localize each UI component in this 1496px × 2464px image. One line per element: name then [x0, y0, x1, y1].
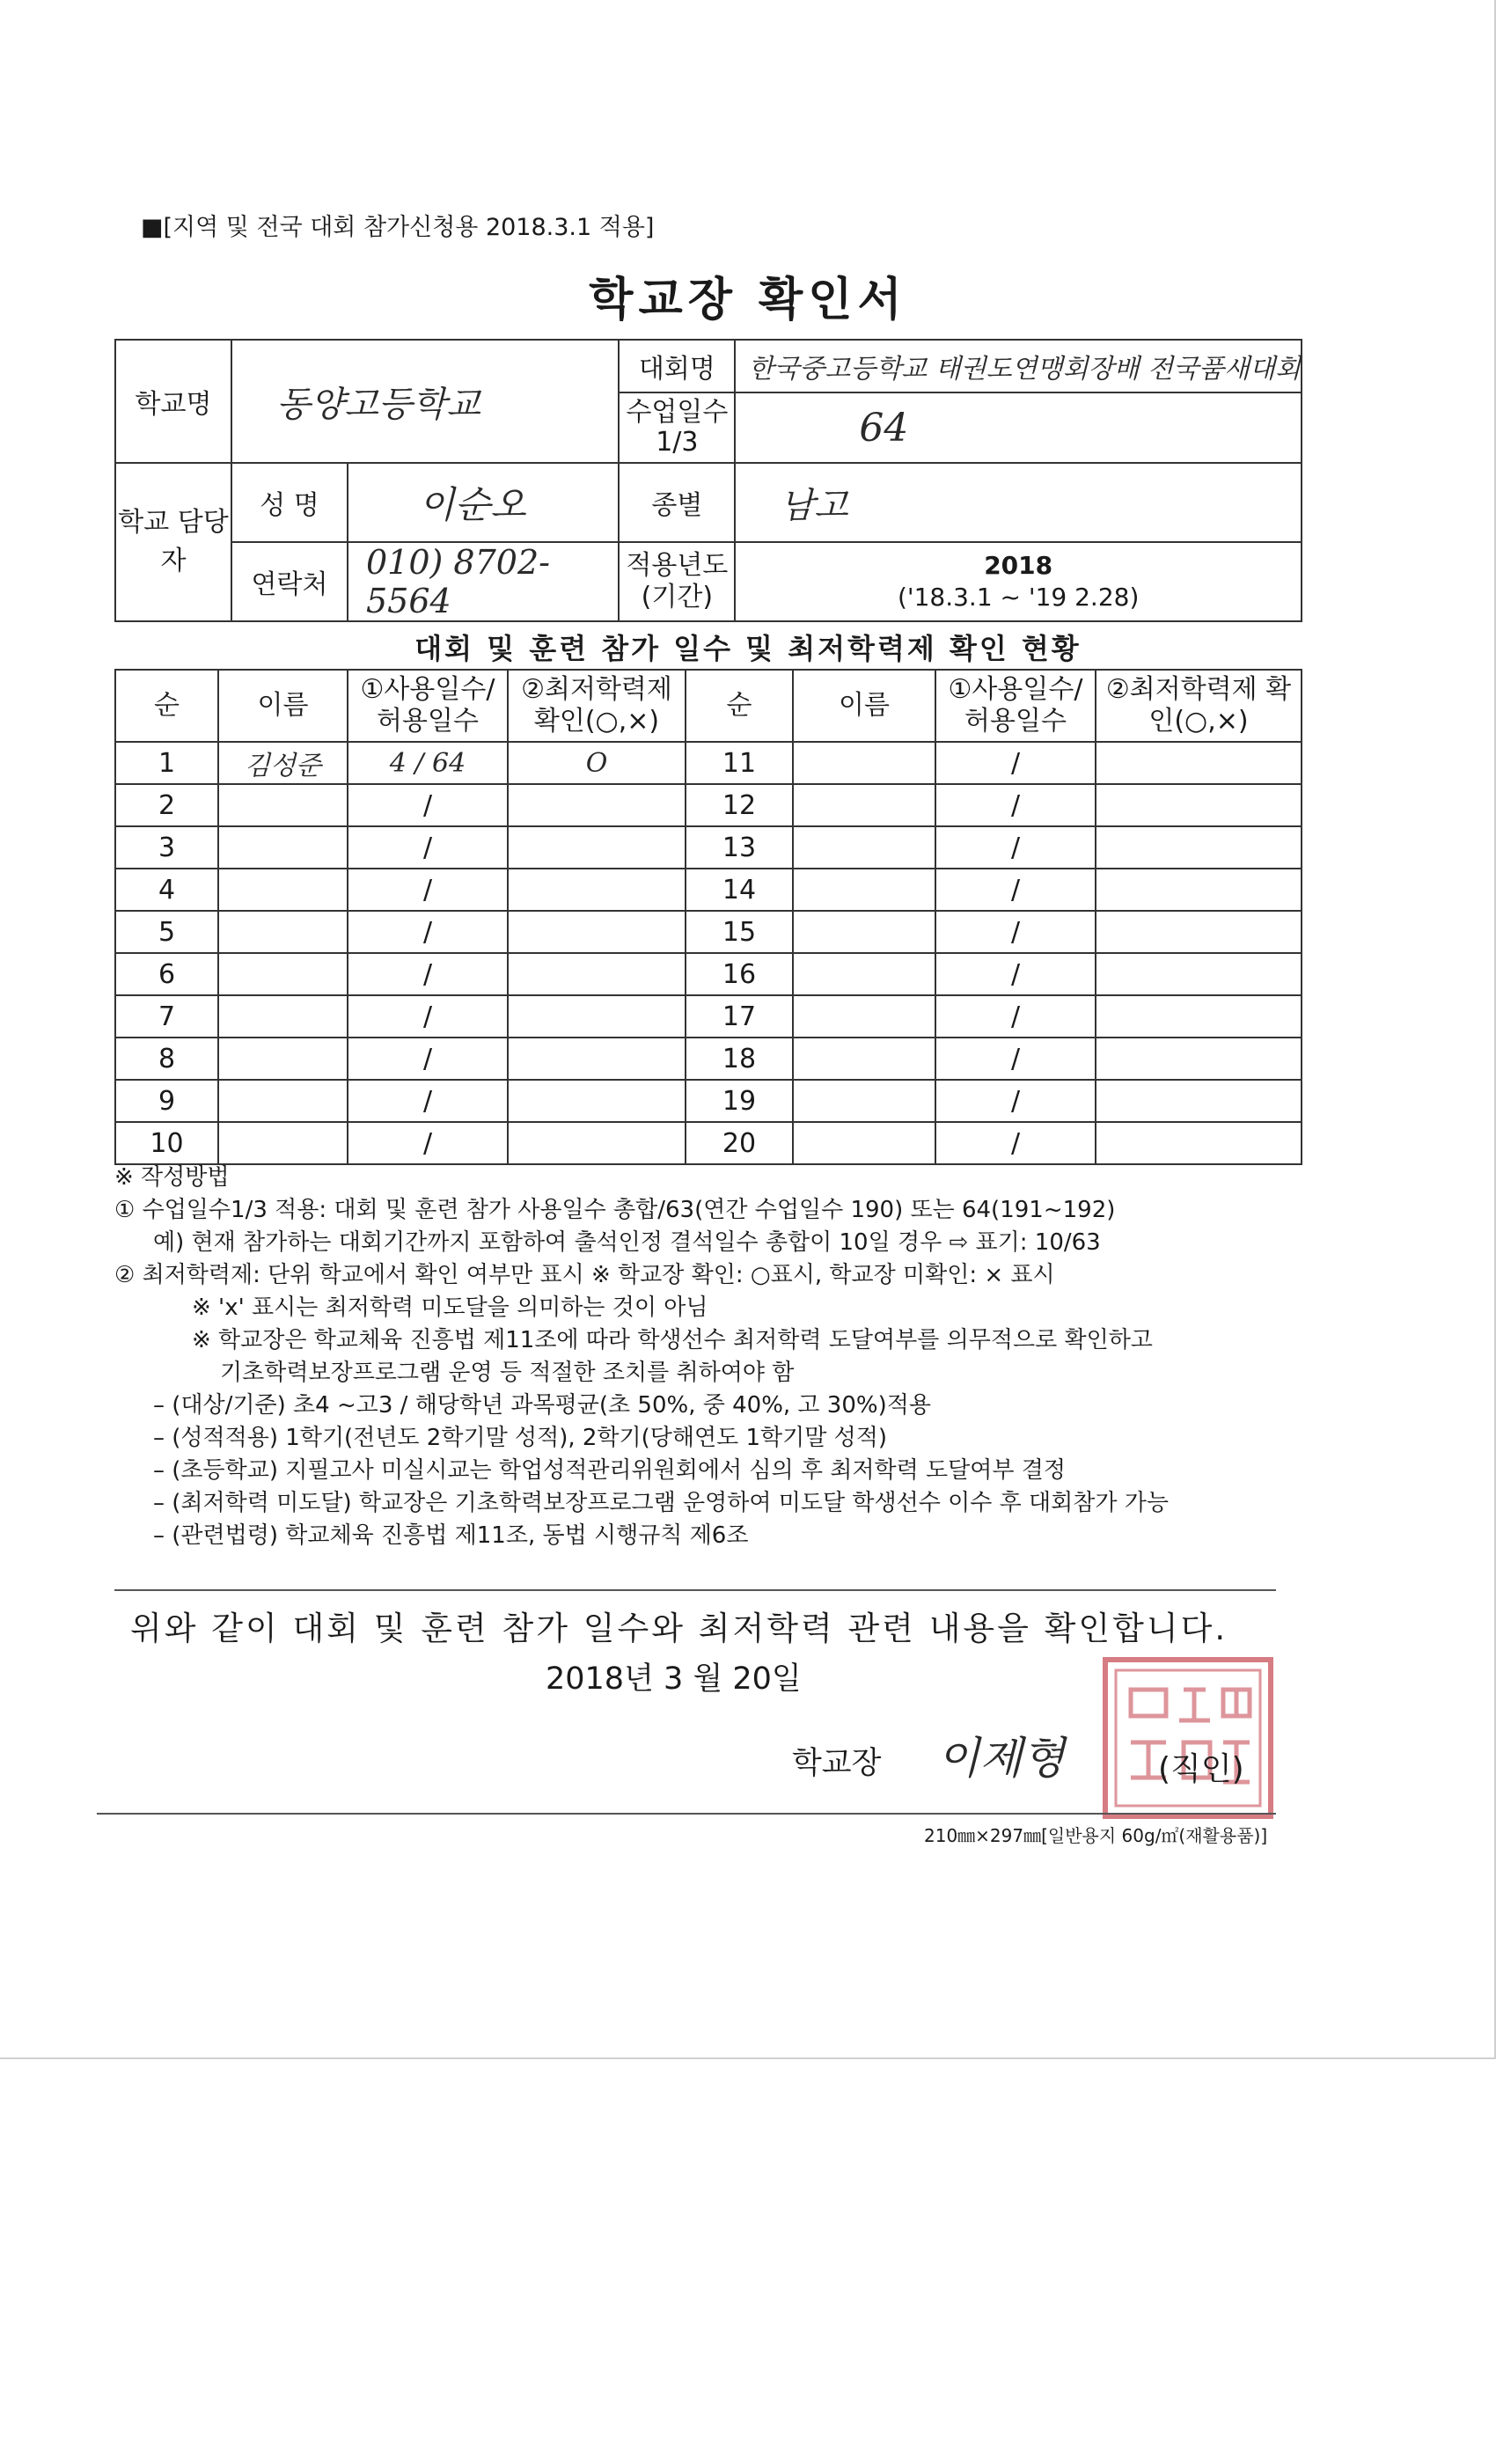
row-days: /	[935, 1038, 1096, 1080]
row-academic	[508, 784, 686, 826]
class-days-value: 64	[735, 392, 1302, 463]
info-table	[114, 339, 1302, 622]
instructions	[114, 1162, 1329, 1552]
document-date: 2018년 3 월 20일	[546, 1661, 802, 1697]
table-row	[115, 826, 1302, 869]
table-row	[115, 911, 1302, 953]
col-academic-header: ②최저학력제 확인(○,×)	[508, 670, 686, 742]
row-num: 12	[686, 784, 793, 826]
row-num: 14	[686, 869, 793, 911]
table-row	[115, 869, 1302, 911]
row-name	[793, 995, 935, 1038]
row-num: 16	[686, 953, 793, 995]
row-name	[218, 953, 348, 995]
row-name	[218, 784, 348, 826]
row-num: 6	[115, 953, 218, 995]
name-value: 이순오	[348, 463, 619, 542]
row-name: 김성준	[218, 742, 348, 784]
row-name	[218, 1122, 348, 1164]
detail-2: – (성적적용) 1학기(전년도 2학기말 성적), 2학기(당해연도 1학기말 성적)	[153, 1425, 888, 1451]
row-days: /	[348, 869, 508, 911]
row-days: /	[348, 826, 508, 869]
year-period: ('18.3.1 ~ '19 2.28)	[897, 583, 1140, 612]
table-header-row	[115, 670, 1302, 742]
table-row	[115, 784, 1302, 826]
row-num: 9	[115, 1080, 218, 1122]
row-name	[218, 1038, 348, 1080]
year-value: 2018	[984, 551, 1053, 580]
row-num: 2	[115, 784, 218, 826]
category-value: 남고	[735, 463, 1302, 542]
row-academic	[1096, 995, 1302, 1038]
category-label: 종별	[619, 463, 735, 542]
seal-label: (직인)	[1158, 1751, 1244, 1787]
document-title: 학교장 확인서	[589, 274, 907, 326]
participation-table	[114, 669, 1302, 1165]
col-num-header-2: 순	[686, 670, 793, 742]
col-num-header: 순	[115, 670, 218, 742]
row-academic	[1096, 953, 1302, 995]
divider-line	[114, 1589, 1276, 1591]
row-academic	[1096, 742, 1302, 784]
row-name	[793, 742, 935, 784]
school-name-value: 동양고등학교	[231, 340, 619, 463]
row-name	[793, 911, 935, 953]
paper-spec: 210㎜×297㎜[일반용지 60g/㎡(재활용품)]	[924, 1825, 1268, 1846]
confirmation-text: 위와 같이 대회 및 훈련 참가 일수와 최저학력 관련 내용을 확인합니다.	[130, 1610, 1228, 1647]
note-4a: ※ 학교장은 학교체육 진흥법 제11조에 따라 학생선수 최저학력 도달여부를 의무적으로 확인하고	[192, 1327, 1153, 1353]
row-academic	[508, 1122, 686, 1164]
row-days: /	[935, 826, 1096, 869]
row-days: /	[935, 1080, 1096, 1122]
row-academic	[1096, 911, 1302, 953]
row-num: 5	[115, 911, 218, 953]
row-num: 17	[686, 995, 793, 1038]
row-num: 8	[115, 1038, 218, 1080]
row-academic	[1096, 869, 1302, 911]
note-3: ※ 'x' 표시는 최저학력 미도달을 의미하는 것이 아님	[192, 1294, 708, 1321]
row-academic	[508, 1080, 686, 1122]
row-name	[793, 1080, 935, 1122]
row-academic	[1096, 826, 1302, 869]
note-1a: ① 수업일수1/3 적용: 대회 및 훈련 참가 사용일수 총합/63(연간 수업일수 190) 또는 64(191~192)	[114, 1197, 1116, 1223]
row-name	[218, 826, 348, 869]
table-row	[115, 1080, 1302, 1122]
contest-name-label: 대회명	[619, 340, 735, 392]
contact-value: 010) 8702-5564	[348, 542, 619, 621]
table-row	[115, 953, 1302, 995]
row-name	[793, 869, 935, 911]
row-num: 19	[686, 1080, 793, 1122]
section-title: 대회 및 훈련 참가 일수 및 최저학력제 확인 현황	[414, 632, 1082, 665]
row-days: /	[935, 869, 1096, 911]
table-row	[115, 1038, 1302, 1080]
class-days-label: 수업일수 1/3	[619, 392, 735, 463]
row-name	[793, 953, 935, 995]
row-days: /	[348, 1122, 508, 1164]
row-num: 20	[686, 1122, 793, 1164]
col-name-header-2: 이름	[793, 670, 935, 742]
detail-4: – (최저학력 미도달) 학교장은 기초학력보장프로그램 운영하여 미도달 학생선수 이수 후 대회참가 가능	[153, 1490, 1169, 1516]
table-row	[115, 1122, 1302, 1164]
row-days: /	[348, 995, 508, 1038]
row-days: /	[348, 1080, 508, 1122]
detail-5: – (관련법령) 학교체육 진흥법 제11조, 동법 시행규칙 제6조	[153, 1522, 749, 1549]
row-academic	[1096, 1122, 1302, 1164]
row-num: 7	[115, 995, 218, 1038]
note-1b: 예) 현재 참가하는 대회기간까지 포함하여 출석인정 결석일수 총합이 10일 경우 ⇨ 표기: 10/63	[153, 1229, 1101, 1256]
year-cell	[735, 542, 1302, 621]
row-days: /	[935, 742, 1096, 784]
row-days: /	[348, 911, 508, 953]
row-name	[793, 826, 935, 869]
row-num: 13	[686, 826, 793, 869]
notes-heading: ※ 작성방법	[114, 1164, 230, 1191]
row-days: 4 / 64	[348, 742, 508, 784]
staff-label: 학교 담당자	[115, 463, 231, 621]
name-label: 성 명	[231, 463, 348, 542]
row-num: 4	[115, 869, 218, 911]
row-academic	[508, 911, 686, 953]
row-name	[218, 869, 348, 911]
detail-1: – (대상/기준) 초4 ~고3 / 해당학년 과목평균(초 50%, 중 40%, 고 30%)적용	[153, 1392, 931, 1419]
row-num: 15	[686, 911, 793, 953]
detail-3: – (초등학교) 지필고사 미실시교는 학업성적관리위원회에서 심의 후 최저학력 도달여부 결정	[153, 1457, 1066, 1484]
row-name	[218, 1080, 348, 1122]
col-days-header-2: ①사용일수/ 허용일수	[935, 670, 1096, 742]
row-name	[793, 784, 935, 826]
row-days: /	[935, 995, 1096, 1038]
row-days: /	[935, 953, 1096, 995]
row-days: /	[935, 784, 1096, 826]
row-num: 1	[115, 742, 218, 784]
row-name	[793, 1122, 935, 1164]
row-days: /	[935, 1122, 1096, 1164]
table-row	[115, 742, 1302, 784]
table-row	[115, 995, 1302, 1038]
bottom-divider-line	[97, 1813, 1276, 1815]
row-academic	[1096, 1038, 1302, 1080]
contest-name-value: 한국중고등학교 태권도연맹회장배 전국품새대회	[735, 340, 1302, 392]
school-name-label: 학교명	[115, 340, 231, 463]
row-name	[218, 911, 348, 953]
row-days: /	[935, 911, 1096, 953]
year-label: 적용년도 (기간)	[619, 542, 735, 621]
row-days: /	[348, 784, 508, 826]
row-academic	[508, 826, 686, 869]
row-num: 18	[686, 1038, 793, 1080]
row-num: 11	[686, 742, 793, 784]
row-academic	[1096, 1080, 1302, 1122]
row-num: 10	[115, 1122, 218, 1164]
col-name-header: 이름	[218, 670, 348, 742]
row-name	[793, 1038, 935, 1080]
row-days: /	[348, 953, 508, 995]
row-num: 3	[115, 826, 218, 869]
col-academic-header-2: ②최저학력제 확인(○,×)	[1096, 670, 1302, 742]
principal-label: 학교장	[792, 1746, 882, 1781]
contact-label: 연락처	[231, 542, 348, 621]
col-days-header: ①사용일수/ 허용일수	[348, 670, 508, 742]
row-academic	[1096, 784, 1302, 826]
row-academic	[508, 995, 686, 1038]
row-name	[218, 995, 348, 1038]
row-academic: O	[508, 742, 686, 784]
note-4b: 기초학력보장프로그램 운영 등 적절한 조치를 취하여야 함	[220, 1360, 795, 1386]
principal-signature: 이제형	[937, 1733, 1065, 1784]
official-seal-stamp	[1100, 1654, 1276, 1822]
row-academic	[508, 869, 686, 911]
form-header-note: ■[지역 및 전국 대회 참가신청용 2018.3.1 적용]	[141, 214, 655, 241]
row-days: /	[348, 1038, 508, 1080]
row-academic	[508, 953, 686, 995]
note-2: ② 최저학력제: 단위 학교에서 확인 여부만 표시 ※ 학교장 확인: ○표시, 학교장 미확인: × 표시	[114, 1262, 1055, 1288]
row-academic	[508, 1038, 686, 1080]
